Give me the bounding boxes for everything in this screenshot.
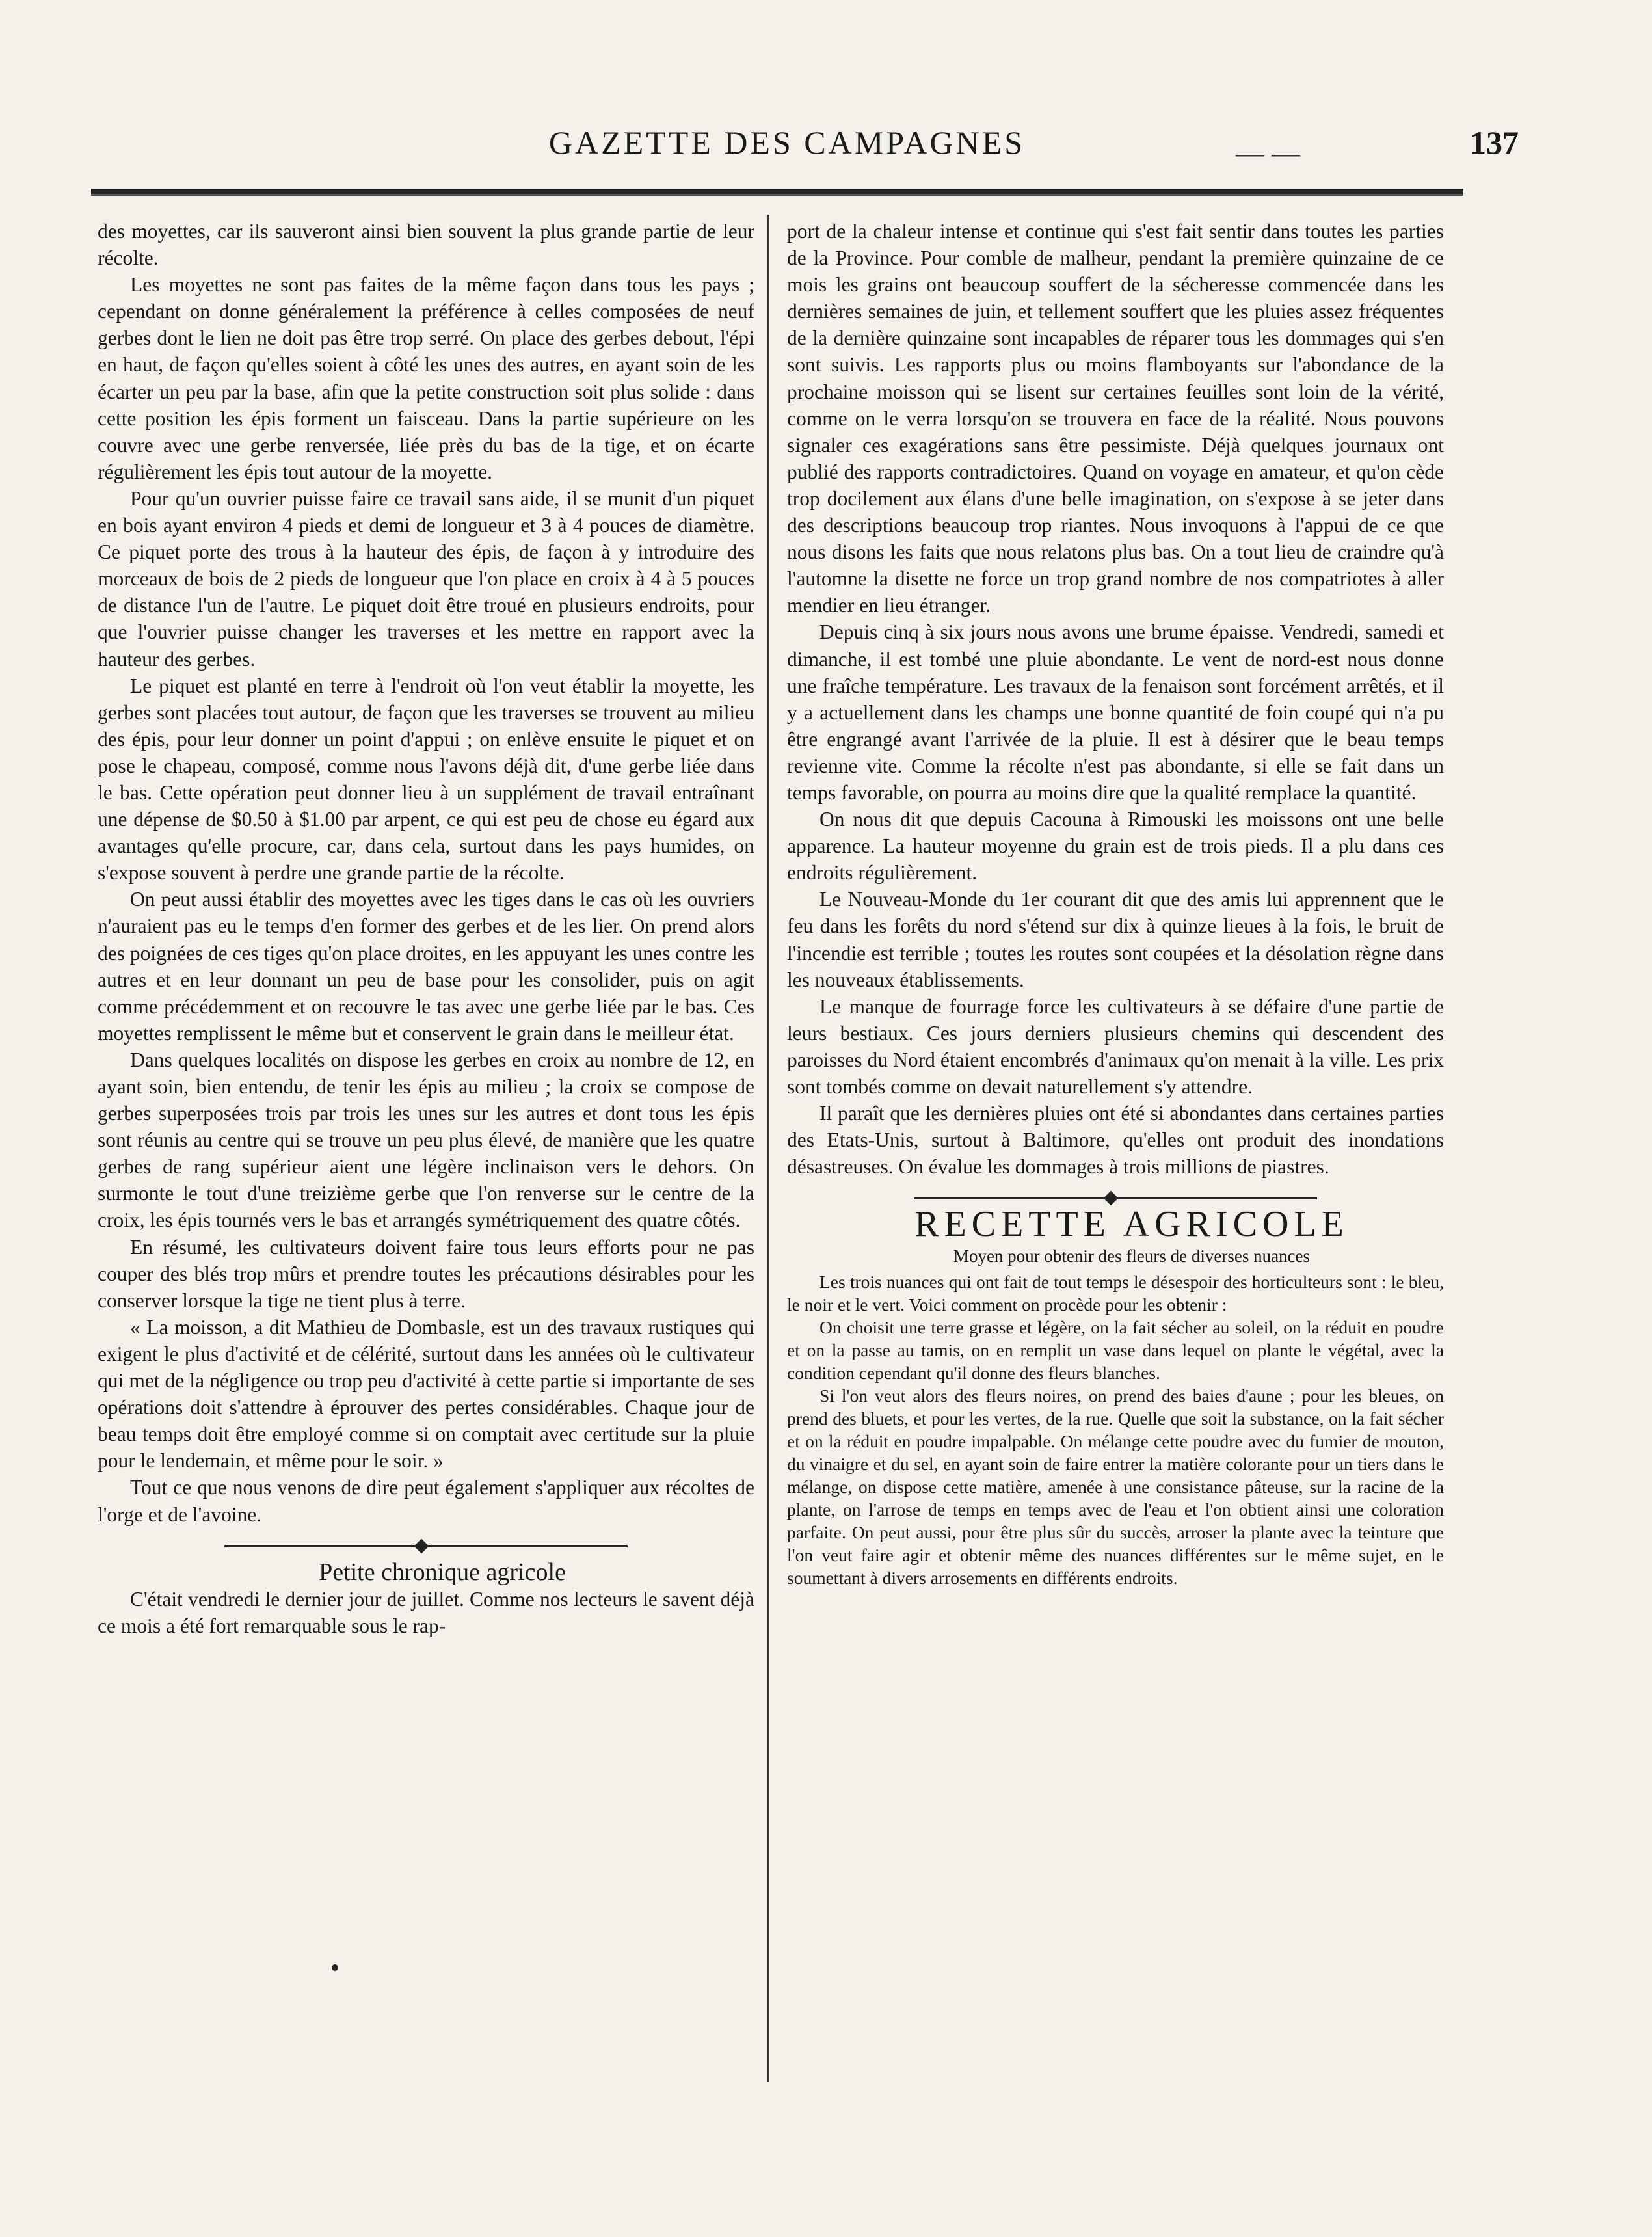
paragraph: Le Nouveau-Monde du 1er courant dit que des amis lui apprennent que le feu dans les forêts du nord s'étend sur dix à quinze lieues à la fois, le bruit de l'incendie est terrible ; toutes les routes sont coupées et la désolation règne dans les nouveaux établissements. [787,888,1444,991]
column-divider [767,215,769,2082]
page-number: 137 [1470,124,1519,161]
paragraph: Si l'on veut alors des fleurs noires, on prend des baies d'aune ; pour les bleues, on prend des bluets, et pour les vertes, de la rue. Quelle que soit la substance, on la fait sécher et on la réduit en poudre impalpable. On mélange cette poudre avec du fumier de mouton, du vinaigre et du sel, en ayant soin de faire entrer la matière colorante pour un tiers dans le mélange, on dispose cette matière, amenée à une consistance pâteuse, sur la racine de la plante, on l'arrose de temps en temps avec de l'eau et l'on obtient ainsi une coloration parfaite. On peut aussi, pour être plus sûr du succès, arroser la plante avec la teinture que l'on veut faire agir et obtenir même des nuances différentes sur le même sujet, en le soumettant à divers arrosements en différents endroits. [787,1385,1444,1588]
section-title: RECETTE AGRICOLE [914,1204,1349,1245]
ink-dot [332,1964,338,1971]
page-header [78,124,1519,169]
section-rule [914,1197,1317,1199]
paragraph: Le piquet est planté en terre à l'endroit où l'on veut établir la moyette, les gerbes sont placées tout autour, de façon que les traverses se trouvent au milieu des épis, pour leur donner un point d'appui ; on enlève ensuite le piquet et on pose le chapeau, composé, comme nous l'avons déjà dit, d'une gerbe liée dans le bas. Cette opération peut donner lieu à un supplément de travail entraînant une dépense de $0.50 à $1.00 par arpent, ce qui est peu de chose eu égard aux avantages qu'elle procure, car, dans cela, surtout dans les pays humides, on s'expose souvent à perdre une grande partie de la récolte. [98,674,754,885]
section-subtitle: Moyen pour obtenir des fleurs de diverses nuances [953,1246,1311,1266]
paragraph: On choisit une terre grasse et légère, on la fait sécher au soleil, on la réduit en poudre et on la passe au tamis, on en remplit un vase dans lequel on plante le végétal, avec la condition cependant qu'il donne des fleurs blanches. [787,1317,1444,1383]
paragraph: On peut aussi établir des moyettes avec les tiges dans le cas où les ouvriers n'auraient pas eu le temps d'en former des gerbes et de les lier. On prend alors des poignées de ces tiges qu'on place droites, en les appuyant les unes contre les autres et en leur donnant un peu de base pour les consolider, puis on agit comme précédemment et on recouvre le tas avec une gerbe liée par le bas. Ces moyettes remplissent le même but et conservent le grain dans le meilleur état. [98,888,754,1045]
left-column [98,218,754,1639]
section-title: Petite chronique agricole [319,1558,566,1586]
paragraph: On nous dit que depuis Cacouna à Rimouski les moissons ont une belle apparence. La hauteur moyenne du grain est de trois pieds. Il a plu dans ces endroits régulièrement. [787,808,1444,885]
paragraph: Depuis cinq à six jours nous avons une brume épaisse. Vendredi, samedi et dimanche, il est tombé une pluie abondante. Le vent de nord-est nous donne une fraîche température. Les travaux de la fenaison sont forcément arrêtés, et il y a actuellement dans les champs une bonne quantité de foin coupé qui n'a pu être engrangé avant l'arrivée de la pluie. Il est à désirer que le beau temps revienne vite. Comme la récolte n'est pas abondante, si elle se fait dans un temps favorable, on pourra au moins dire que la qualité remplace la quantité. [787,621,1444,804]
paragraph: C'était vendredi le dernier jour de juillet. Comme nos lecteurs le savent déjà ce mois a été fort remarquable sous le rap- [98,1587,754,1637]
journal-title: GAZETTE DES CAMPAGNES [548,124,1026,161]
paragraph: En résumé, les cultivateurs doivent faire tous leurs efforts pour ne pas couper des blés trop mûrs et prendre toutes les précautions désirables pour les conserver lorsque la tige ne tient plus à terre. [98,1235,754,1312]
paragraph: Il paraît que les dernières pluies ont été si abondantes dans certaines parties des Etats-Unis, surtout à Baltimore, qu'elles ont produit des inondations désastreuses. On évalue les dommages à trois millions de piastres. [787,1102,1444,1179]
paragraph: des moyettes, car ils sauveront ainsi bien souvent la plus grande partie de leur récolte. [98,220,754,270]
paragraph: Pour qu'un ouvrier puisse faire ce travail sans aide, il se munit d'un piquet en bois ayant environ 4 pieds et demi de longueur et 3 à 4 pouces de diamètre. Ce piquet porte des trous à la hauteur des épis, de façon à y introduire des morceaux de bois de 2 pieds de longueur que l'on place en croix à 4 à 5 pouces de distance l'un de l'autre. Le piquet doit être troué en plusieurs endroits, pour que l'ouvrier puisse changer les traverses et les mettre en rapport avec la hauteur des gerbes. [98,487,754,671]
paragraph: Dans quelques localités on dispose les gerbes en croix au nombre de 12, en ayant soin, bien entendu, de tenir les épis au milieu ; la croix se compose de gerbes superposées trois par trois les unes sur les autres et dont tous les épis sont réunis au centre qui se trouve un peu plus élevé, de manière que les quatre gerbes de rang supérieur aient une légère inclinaison vers le dehors. On surmonte le tout d'une treizième gerbe que l'on renverse sur le centre de la croix, les épis tournés vers le bas et arrangés symétriquement des quatre côtés. [98,1048,754,1232]
right-column [787,218,1444,1589]
paragraph: Le manque de fourrage force les cultivateurs à se défaire d'une partie de leurs bestiaux. Ces jours derniers plusieurs chemins qui descendent des paroisses du Nord étaient encombrés d'animaux qu'on menait à la ville. Les prix sont tombés comme on devait naturellement s'y attendre. [787,995,1444,1098]
paragraph: Tout ce que nous venons de dire peut également s'appliquer aux récoltes de l'orge et de l'avoine. [98,1476,754,1526]
paragraph: Les trois nuances qui ont fait de tout temps le désespoir des horticulteurs sont : le bleu, le noir et le vert. Voici comment on procède pour les obtenir : [787,1271,1444,1315]
section-rule [224,1545,628,1547]
quote-paragraph: « La moisson, a dit Mathieu de Dombasle, est un des travaux rustiques qui exigent le plus d'activité et de célérité, surtout dans les années où le cultivateur qui met de la négligence ou trop peu d'activité à cette partie si importante de ses opérations doit s'attendre à éprouver des pertes considérables. Chaque jour de beau temps doit être employé comme si on comptait avec certitude sur la pluie pour le lendemain, et même pour le soir. » [98,1315,754,1473]
paragraph: port de la chaleur intense et continue qui s'est fait sentir dans toutes les parties de la Province. Pour comble de malheur, pendant la première quinzaine de ce mois les grains ont beaucoup souffert de la sécheresse commencée dans les dernières semaines de juin, et tellement souffert que les pluies assez fréquentes de la dernière quinzaine sont incapables de réparer tous les dommages qui s'en sont suivis. Les rapports plus ou moins flamboyants sur l'abondance de la prochaine moisson qui se lisent sur certaines feuilles sont loin de la vérité, comme on le verra lorsqu'on se trouvera en face de la réalité. Nous pouvons signaler ces exagérations sans être pessimiste. Déjà quelques journaux ont publié des rapports contradictoires. Quand on voyage en amateur, et qu'on cède trop docilement aux élans d'une belle imagination, on s'expose à se jeter dans des descriptions beaucoup trop riantes. Nous invoquons à l'appui de ce que nous disons les faits que nous relatons plus bas. On a tout lieu de craindre qu'à l'automne la disette ne force un trop grand nombre de nos compatriotes à aller mendier en lieu étranger. [787,220,1444,617]
paragraph: Les moyettes ne sont pas faites de la même façon dans tous les pays ; cependant on donne généralement la préférence à celles composées de neuf gerbes dont le lien ne doit pas être trop serré. On place des gerbes debout, l'épi en haut, de façon qu'elles soient à côté les unes des autres, en ayant soin de les écarter un peu par la base, afin que la petite construction soit plus solide : dans cette position les épis forment un faisceau. Dans la partie supérieure on les couvre avec une gerbe renversée, liée près du bas de la tige, et on écarte régulièrement les épis tout autour de la moyette. [98,273,754,483]
header-marks: — — [1236,137,1300,169]
header-rule [91,189,1463,196]
